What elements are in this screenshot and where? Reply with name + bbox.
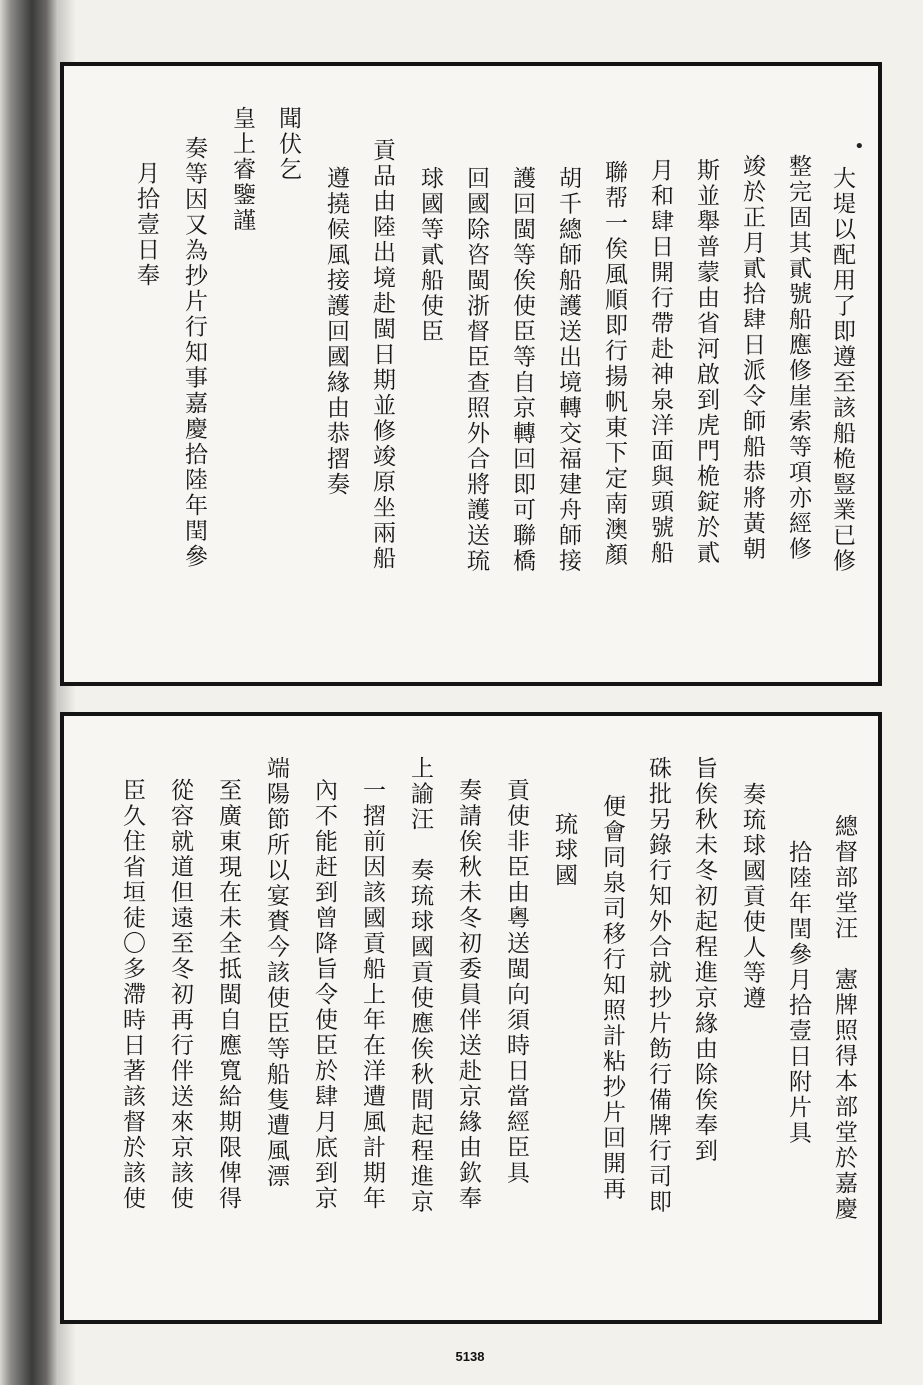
text-column: 奏等因又為抄片行知事嘉慶拾陸年閏參: [181, 136, 207, 570]
text-column: 貢使非臣由粵送閩向須時日當經臣具: [503, 778, 529, 1186]
text-column: 臣久住省垣徒〇多滯時日著該督於該使: [119, 778, 145, 1212]
top-document-panel: [60, 62, 882, 686]
text-column: 整完固其貳號船應修崖索等項亦經修: [785, 154, 811, 562]
text-column: 竣於正月貳拾肆日派令師船恭將黃朝: [739, 154, 765, 562]
margin-dot: •: [854, 136, 865, 157]
text-column: 旨俟秋未冬初起程進京緣由除俟奉到: [691, 756, 717, 1164]
text-column: 月和肆日開行帶赴神泉洋面與頭號船: [647, 158, 673, 566]
text-column: 聞伏乞: [275, 106, 301, 183]
text-column: 琉球國: [551, 812, 577, 889]
text-column: 至廣東現在未全抵閩自應寬給期限俾得: [215, 778, 241, 1212]
page-number: 5138: [455, 1349, 485, 1364]
text-column: 月拾壹日奉: [133, 161, 159, 289]
text-column: 內不能赶到曾降旨令使臣於肆月底到京: [311, 778, 337, 1212]
book-binding-gutter: [0, 0, 58, 1385]
text-column: 皇上睿鑒謹: [229, 106, 255, 234]
text-column: 遵撓候風接護回國緣由恭摺奏: [323, 166, 349, 498]
text-column: 貢品由陸出境赴閩日期並修竣原坐兩船: [369, 138, 395, 572]
text-column: 拾陸年閏參月拾壹日附片具: [785, 840, 811, 1146]
text-column: 奏請俟秋未冬初委員伴送赴京緣由欽奉: [455, 778, 481, 1212]
text-column: 回國除咨閩浙督臣查照外合將護送琉: [463, 166, 489, 574]
text-column: 上諭汪 奏琉球國貢使應俟秋間起程進京: [407, 756, 433, 1215]
text-column: 球國等貳船使臣: [417, 166, 443, 345]
text-column: 護回閩等俟使臣等自京轉回即可聯橋: [509, 166, 535, 574]
text-column: 硃批另錄行知外合就抄片飭行備牌行司即: [645, 756, 671, 1215]
text-column: 胡千總師船護送出境轉交福建舟師接: [555, 166, 581, 574]
text-column: 聯帮一俟風順即行揚帆東下定南澳顏: [601, 160, 627, 568]
text-column: 便會同泉司移行知照計粘抄片回開再: [599, 794, 625, 1202]
text-column: 端陽節所以宴賚今該使臣等船隻遭風漂: [263, 756, 289, 1190]
text-column: 斯並舉普蒙由省河啟到虎門桅錠於貳: [693, 158, 719, 566]
text-column: 從容就道但遠至冬初再行伴送來京該使: [167, 778, 193, 1212]
bottom-document-panel: [60, 712, 882, 1324]
text-column: 奏琉球國貢使人等遵: [739, 782, 765, 1012]
text-column: 一摺前因該國貢船上年在洋遭風計期年: [359, 778, 385, 1212]
text-column: 大堤以配用了即遵至該船桅豎業已修: [829, 166, 855, 574]
text-column: 總督部堂汪 憲牌照得本部堂於嘉慶: [831, 814, 857, 1222]
